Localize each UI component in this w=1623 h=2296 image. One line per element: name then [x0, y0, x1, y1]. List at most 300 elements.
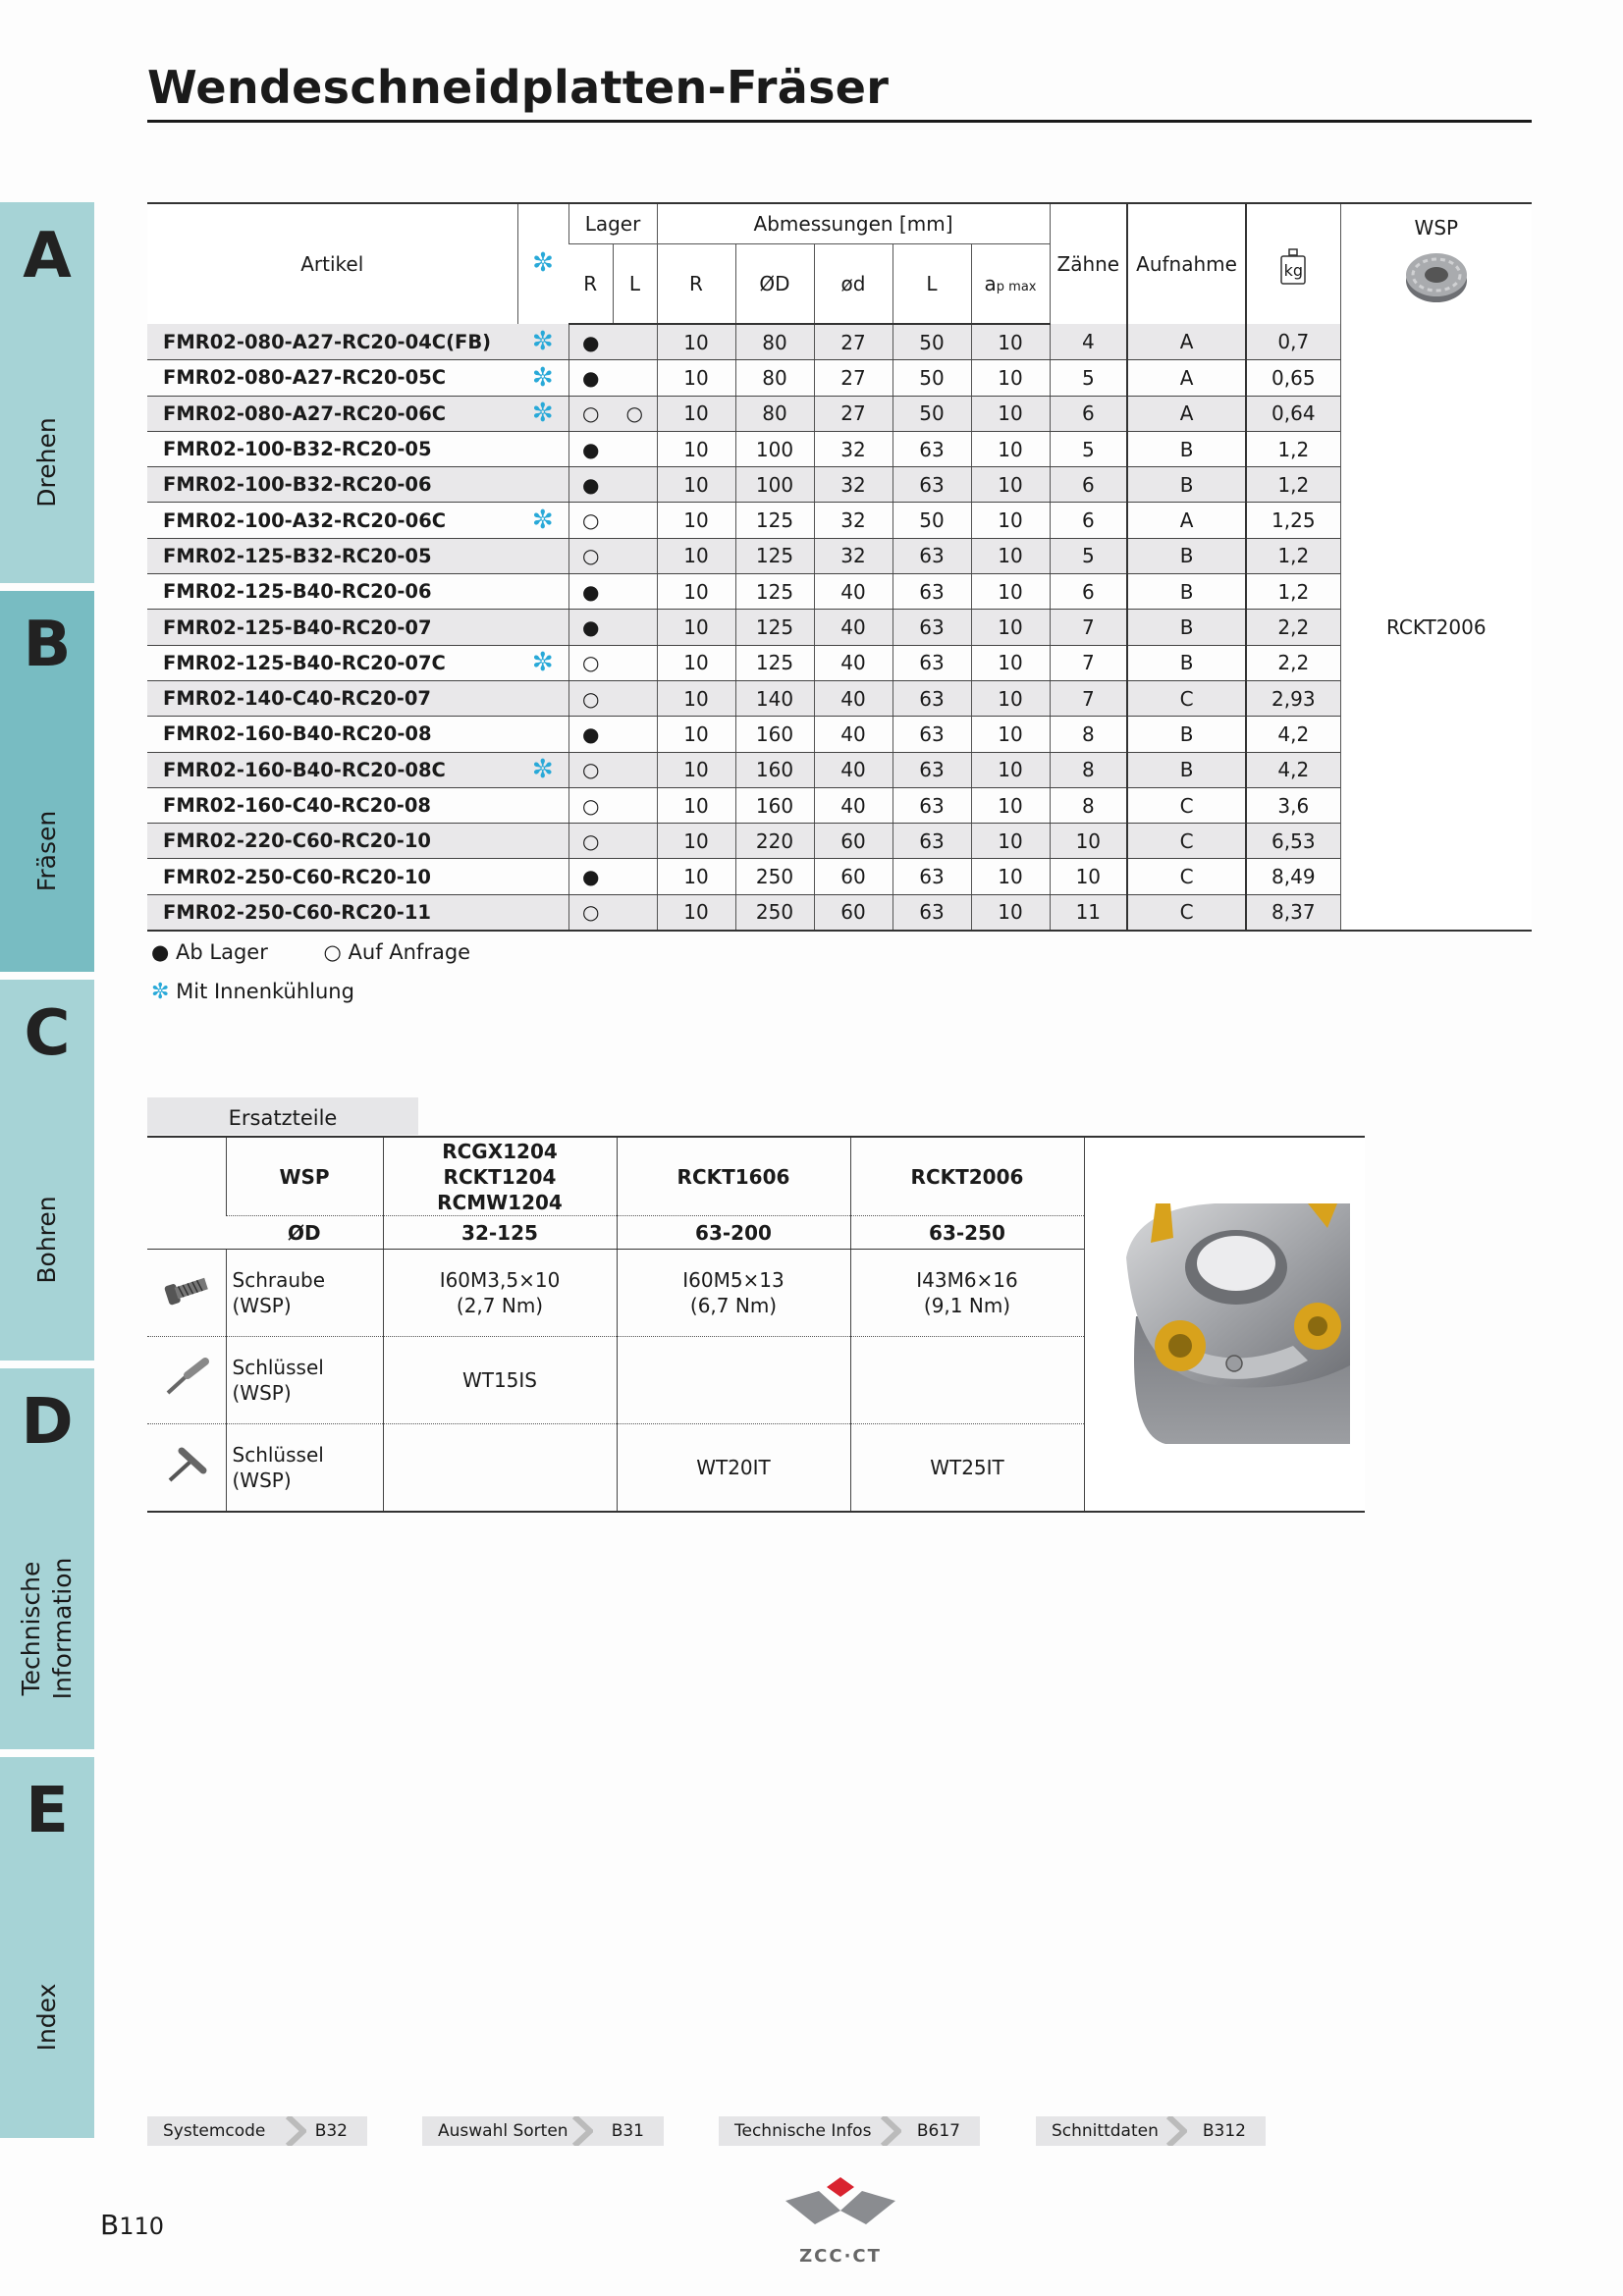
tab-letter: B	[23, 609, 72, 681]
cell-r: 10	[657, 431, 735, 466]
cell-lager-r: ●	[568, 431, 613, 466]
cell-zaehne: 6	[1050, 503, 1127, 538]
cell-L: 50	[893, 503, 971, 538]
cell-d: 27	[814, 324, 893, 360]
cell-ap: 10	[971, 538, 1050, 573]
cell-r: 10	[657, 824, 735, 859]
cell-lager-r: ●	[568, 360, 613, 396]
cell-L: 63	[893, 717, 971, 752]
et-label: Schlüssel (WSP)	[226, 1424, 383, 1513]
cell-aufnahme: B	[1127, 752, 1246, 787]
chevron-right-icon	[1165, 2116, 1187, 2146]
et-label: Schlüssel (WSP)	[226, 1337, 383, 1424]
et-label: Schraube (WSP)	[226, 1250, 383, 1337]
cell-D: 250	[735, 859, 814, 894]
header-lager-r: R	[568, 244, 613, 325]
cell-lager-r: ●	[568, 610, 613, 645]
cell-aufnahme: A	[1127, 324, 1246, 360]
cell-weight: 8,49	[1246, 859, 1340, 894]
cell-lager-l	[613, 324, 657, 360]
cell-lager-r: ●	[568, 717, 613, 752]
cell-zaehne: 7	[1050, 680, 1127, 716]
product-table	[147, 202, 1532, 932]
cell-zaehne: 7	[1050, 610, 1127, 645]
cell-D: 125	[735, 538, 814, 573]
cell-cooling	[517, 824, 568, 859]
legend-stock	[151, 940, 470, 964]
legend-auf-anfrage: ○ Auf Anfrage	[323, 940, 471, 964]
et-col-3: RCKT2006	[850, 1137, 1084, 1216]
cell-cooling	[517, 538, 568, 573]
cell-aufnahme: B	[1127, 645, 1246, 680]
header-weight	[1246, 203, 1340, 324]
cell-artikel: FMR02-100-B32-RC20-06	[147, 467, 517, 503]
cell-aufnahme: A	[1127, 360, 1246, 396]
cell-lager-r: ●	[568, 859, 613, 894]
cell-lager-r: ○	[568, 503, 613, 538]
cell-d: 27	[814, 360, 893, 396]
cell-d: 32	[814, 538, 893, 573]
et-value: WT25IT	[850, 1424, 1084, 1513]
cell-cooling	[517, 787, 568, 823]
cell-lager-l	[613, 431, 657, 466]
cell-aufnahme: C	[1127, 859, 1246, 894]
cell-D: 80	[735, 360, 814, 396]
tab-label: Drehen	[32, 417, 61, 507]
cutter-image	[1084, 1137, 1365, 1512]
cell-lager-r: ○	[568, 396, 613, 431]
t-key-icon	[147, 1424, 226, 1513]
cell-lager-r: ○	[568, 787, 613, 823]
cell-ap: 10	[971, 324, 1050, 360]
cell-cooling	[517, 574, 568, 610]
cell-lager-l	[613, 680, 657, 716]
cell-aufnahme: B	[1127, 574, 1246, 610]
cell-d: 40	[814, 752, 893, 787]
cell-d: 40	[814, 574, 893, 610]
cell-weight: 1,2	[1246, 574, 1340, 610]
cell-ap: 10	[971, 680, 1050, 716]
chevron-right-icon	[285, 2116, 306, 2146]
header-D: ØD	[735, 244, 814, 325]
cell-d: 32	[814, 431, 893, 466]
cell-r: 10	[657, 324, 735, 360]
cell-weight: 1,2	[1246, 538, 1340, 573]
cell-L: 50	[893, 360, 971, 396]
cell-D: 125	[735, 574, 814, 610]
cell-ap: 10	[971, 894, 1050, 931]
cell-L: 63	[893, 787, 971, 823]
cell-lager-l: ○	[613, 396, 657, 431]
cell-lager-r: ○	[568, 645, 613, 680]
milling-cutter-illustration	[1097, 1199, 1352, 1444]
logo-text: ZCC·CT	[799, 2246, 882, 2267]
cooling-icon: ✼	[532, 248, 554, 278]
cell-lager-l	[613, 717, 657, 752]
et-d-2: 63-200	[617, 1216, 850, 1250]
cell-aufnahme: B	[1127, 610, 1246, 645]
et-value	[850, 1337, 1084, 1424]
cell-ap: 10	[971, 645, 1050, 680]
cell-ap: 10	[971, 787, 1050, 823]
cell-D: 125	[735, 645, 814, 680]
tab-index[interactable]	[0, 1757, 94, 2138]
cell-lager-l	[613, 787, 657, 823]
cell-D: 250	[735, 894, 814, 931]
et-corner	[147, 1137, 226, 1250]
cell-cooling: ✼	[517, 324, 568, 360]
screw-icon	[147, 1250, 226, 1337]
cell-L: 63	[893, 538, 971, 573]
cell-artikel: FMR02-125-B40-RC20-06	[147, 574, 517, 610]
cell-r: 10	[657, 503, 735, 538]
cell-artikel: FMR02-125-B40-RC20-07C	[147, 645, 517, 680]
et-value: WT20IT	[617, 1424, 850, 1513]
cell-aufnahme: B	[1127, 467, 1246, 503]
et-wsp-label: WSP	[226, 1137, 383, 1216]
header-lager-l: L	[613, 244, 657, 325]
cell-cooling	[517, 894, 568, 931]
cell-cooling: ✼	[517, 360, 568, 396]
table-row	[147, 574, 1532, 610]
chevron-right-icon	[880, 2116, 901, 2146]
cell-weight: 6,53	[1246, 824, 1340, 859]
cell-weight: 2,2	[1246, 610, 1340, 645]
cell-r: 10	[657, 787, 735, 823]
cell-aufnahme: B	[1127, 717, 1246, 752]
cell-L: 63	[893, 894, 971, 931]
cell-artikel: FMR02-250-C60-RC20-11	[147, 894, 517, 931]
cell-lager-r: ●	[568, 467, 613, 503]
cell-D: 160	[735, 787, 814, 823]
cell-cooling	[517, 717, 568, 752]
tab-label: Technische Information	[17, 1557, 77, 1700]
cell-aufnahme: B	[1127, 431, 1246, 466]
cell-zaehne: 8	[1050, 717, 1127, 752]
cell-L: 63	[893, 824, 971, 859]
cell-D: 160	[735, 752, 814, 787]
cell-ap: 10	[971, 824, 1050, 859]
cell-artikel: FMR02-160-C40-RC20-08	[147, 787, 517, 823]
cell-ap: 10	[971, 396, 1050, 431]
table-row	[147, 752, 1532, 787]
cell-lager-l	[613, 503, 657, 538]
cell-lager-l	[613, 360, 657, 396]
cell-aufnahme: C	[1127, 680, 1246, 716]
table-row	[147, 717, 1532, 752]
cell-weight: 2,2	[1246, 645, 1340, 680]
et-d-3: 63-250	[850, 1216, 1084, 1250]
product-table-body	[147, 324, 1532, 931]
company-logo	[784, 2177, 897, 2267]
cell-aufnahme: C	[1127, 824, 1246, 859]
cell-d: 60	[814, 894, 893, 931]
cell-lager-l	[613, 824, 657, 859]
header-wsp	[1340, 203, 1532, 324]
cell-D: 80	[735, 324, 814, 360]
cell-artikel: FMR02-080-A27-RC20-05C	[147, 360, 517, 396]
cell-aufnahme: A	[1127, 503, 1246, 538]
cell-zaehne: 8	[1050, 787, 1127, 823]
et-value: I60M5×13 (6,7 Nm)	[617, 1250, 850, 1337]
et-value	[383, 1424, 617, 1513]
cell-lager-r: ○	[568, 752, 613, 787]
cell-L: 50	[893, 396, 971, 431]
tab-letter: E	[26, 1775, 69, 1847]
cell-cooling: ✼	[517, 645, 568, 680]
tab-letter: A	[23, 220, 72, 293]
cell-lager-r: ○	[568, 894, 613, 931]
header-wsp-label: WSP	[1414, 216, 1459, 240]
cooling-icon: ✼	[151, 980, 170, 1004]
cell-d: 40	[814, 787, 893, 823]
et-value: WT15IS	[383, 1337, 617, 1424]
cell-weight: 1,2	[1246, 431, 1340, 466]
header-zaehne: Zähne	[1050, 203, 1127, 324]
table-row	[147, 610, 1532, 645]
cell-cooling	[517, 431, 568, 466]
cell-D: 100	[735, 431, 814, 466]
cell-zaehne: 6	[1050, 396, 1127, 431]
chevron-right-icon	[571, 2116, 593, 2146]
cell-r: 10	[657, 467, 735, 503]
cell-d: 40	[814, 680, 893, 716]
header-artikel: Artikel	[147, 203, 517, 324]
cell-lager-l	[613, 859, 657, 894]
cell-d: 32	[814, 467, 893, 503]
cell-zaehne: 5	[1050, 538, 1127, 573]
cell-r: 10	[657, 680, 735, 716]
cell-r: 10	[657, 894, 735, 931]
cell-lager-r: ○	[568, 824, 613, 859]
cell-zaehne: 6	[1050, 574, 1127, 610]
title-rule	[147, 120, 1532, 123]
cell-weight: 1,2	[1246, 467, 1340, 503]
cell-zaehne: 4	[1050, 324, 1127, 360]
page-number: B110	[100, 2209, 165, 2241]
cell-zaehne: 6	[1050, 467, 1127, 503]
cell-aufnahme: C	[1127, 894, 1246, 931]
cell-d: 27	[814, 396, 893, 431]
cell-lager-l	[613, 894, 657, 931]
et-value	[617, 1337, 850, 1424]
cell-artikel: FMR02-080-A27-RC20-06C	[147, 396, 517, 431]
tab-label: Index	[32, 1983, 61, 2052]
cell-zaehne: 5	[1050, 360, 1127, 396]
cell-artikel: FMR02-220-C60-RC20-10	[147, 824, 517, 859]
cell-artikel: FMR02-100-B32-RC20-05	[147, 431, 517, 466]
cell-D: 140	[735, 680, 814, 716]
cell-cooling: ✼	[517, 503, 568, 538]
ref-auswahl-sorten[interactable]: Auswahl Sorten B31	[422, 2116, 664, 2146]
cell-L: 63	[893, 680, 971, 716]
header-lager: Lager	[568, 203, 657, 244]
cell-r: 10	[657, 752, 735, 787]
cell-ap: 10	[971, 859, 1050, 894]
cell-artikel: FMR02-160-B40-RC20-08	[147, 717, 517, 752]
cell-aufnahme: B	[1127, 538, 1246, 573]
et-d-1: 32-125	[383, 1216, 617, 1250]
et-col-1: RCGX1204 RCKT1204 RCMW1204	[383, 1137, 617, 1216]
cell-cooling	[517, 610, 568, 645]
cell-weight: 8,37	[1246, 894, 1340, 931]
table-row	[147, 324, 1532, 360]
cell-weight: 2,93	[1246, 680, 1340, 716]
cell-L: 63	[893, 752, 971, 787]
ersatzteile-title: Ersatzteile	[147, 1097, 418, 1135]
cell-cooling	[517, 680, 568, 716]
cell-r: 10	[657, 396, 735, 431]
table-row	[147, 787, 1532, 823]
cell-zaehne: 5	[1050, 431, 1127, 466]
table-row	[147, 859, 1532, 894]
cell-d: 60	[814, 859, 893, 894]
cell-d: 40	[814, 610, 893, 645]
cell-L: 63	[893, 467, 971, 503]
page-title: Wendeschneidplatten-Fräser	[147, 61, 890, 114]
cell-r: 10	[657, 610, 735, 645]
et-value: I60M3,5×10 (2,7 Nm)	[383, 1250, 617, 1337]
table-row	[147, 645, 1532, 680]
cell-cooling	[517, 859, 568, 894]
table-row	[147, 680, 1532, 716]
cell-r: 10	[657, 717, 735, 752]
cell-L: 63	[893, 645, 971, 680]
cell-ap: 10	[971, 467, 1050, 503]
cell-r: 10	[657, 538, 735, 573]
ref-technische-infos[interactable]: Technische Infos B617	[719, 2116, 980, 2146]
cell-lager-l	[613, 752, 657, 787]
cell-lager-r: ●	[568, 324, 613, 360]
cell-weight: 0,65	[1246, 360, 1340, 396]
cell-lager-r: ●	[568, 574, 613, 610]
cell-weight: 1,25	[1246, 503, 1340, 538]
et-d-label: ØD	[226, 1216, 383, 1250]
cell-lager-l	[613, 467, 657, 503]
cell-artikel: FMR02-080-A27-RC20-04C(FB)	[147, 324, 517, 360]
cell-D: 160	[735, 717, 814, 752]
cell-D: 220	[735, 824, 814, 859]
cell-artikel: FMR02-100-A32-RC20-06C	[147, 503, 517, 538]
cell-L: 63	[893, 859, 971, 894]
tab-technische-information[interactable]	[0, 1368, 94, 1749]
cell-weight: 3,6	[1246, 787, 1340, 823]
cell-L: 63	[893, 610, 971, 645]
screwdriver-key-icon	[147, 1337, 226, 1424]
et-value: I43M6×16 (9,1 Nm)	[850, 1250, 1084, 1337]
cell-wsp: RCKT2006	[1340, 324, 1532, 931]
cell-aufnahme: C	[1127, 787, 1246, 823]
cell-lager-l	[613, 610, 657, 645]
tab-letter: C	[24, 997, 71, 1070]
cell-artikel: FMR02-140-C40-RC20-07	[147, 680, 517, 716]
cell-artikel: FMR02-125-B32-RC20-05	[147, 538, 517, 573]
cell-D: 125	[735, 610, 814, 645]
cell-ap: 10	[971, 360, 1050, 396]
tab-fraesen[interactable]	[0, 591, 94, 972]
cell-ap: 10	[971, 717, 1050, 752]
table-row	[147, 824, 1532, 859]
cell-D: 80	[735, 396, 814, 431]
cell-d: 40	[814, 645, 893, 680]
table-row	[147, 503, 1532, 538]
cell-zaehne: 8	[1050, 752, 1127, 787]
cell-L: 63	[893, 574, 971, 610]
cell-lager-r: ○	[568, 680, 613, 716]
cell-artikel: FMR02-125-B40-RC20-07	[147, 610, 517, 645]
table-row	[147, 467, 1532, 503]
table-row	[147, 431, 1532, 466]
cell-cooling: ✼	[517, 396, 568, 431]
cell-r: 10	[657, 645, 735, 680]
cell-d: 40	[814, 717, 893, 752]
cell-cooling: ✼	[517, 752, 568, 787]
header-aufnahme: Aufnahme	[1127, 203, 1246, 324]
cell-weight: 4,2	[1246, 717, 1340, 752]
tab-bohren[interactable]	[0, 980, 94, 1361]
ref-schnittdaten[interactable]: Schnittdaten B312	[1036, 2116, 1266, 2146]
insert-icon	[1402, 245, 1471, 306]
cell-zaehne: 10	[1050, 859, 1127, 894]
cell-aufnahme: A	[1127, 396, 1246, 431]
cell-lager-l	[613, 538, 657, 573]
cell-L: 50	[893, 324, 971, 360]
tab-label: Bohren	[32, 1196, 61, 1284]
cell-cooling	[517, 467, 568, 503]
ref-systemcode[interactable]: Systemcode B32	[147, 2116, 367, 2146]
ersatzteile-table	[147, 1136, 1365, 1513]
cell-zaehne: 11	[1050, 894, 1127, 931]
cell-artikel: FMR02-160-B40-RC20-08C	[147, 752, 517, 787]
cell-r: 10	[657, 360, 735, 396]
cell-ap: 10	[971, 574, 1050, 610]
header-cooling	[517, 203, 568, 324]
weight-unit: kg	[1283, 261, 1304, 280]
cell-d: 60	[814, 824, 893, 859]
cell-L: 63	[893, 431, 971, 466]
table-row	[147, 894, 1532, 931]
et-col-2: RCKT1606	[617, 1137, 850, 1216]
cell-r: 10	[657, 859, 735, 894]
legend-cooling	[151, 980, 354, 1003]
tab-drehen[interactable]	[0, 202, 94, 583]
cell-weight: 0,7	[1246, 324, 1340, 360]
table-row	[147, 360, 1532, 396]
cell-lager-l	[613, 574, 657, 610]
cell-ap: 10	[971, 431, 1050, 466]
cell-ap: 10	[971, 503, 1050, 538]
legend-ab-lager: ● Ab Lager	[151, 940, 268, 964]
cell-D: 125	[735, 503, 814, 538]
cell-r: 10	[657, 574, 735, 610]
cell-lager-l	[613, 645, 657, 680]
header-d: ød	[814, 244, 893, 325]
tab-letter: D	[21, 1386, 74, 1459]
tab-label: Fräsen	[32, 810, 61, 892]
table-row	[147, 538, 1532, 573]
header-r: R	[657, 244, 735, 325]
cell-zaehne: 7	[1050, 645, 1127, 680]
cell-artikel: FMR02-250-C60-RC20-10	[147, 859, 517, 894]
cell-ap: 10	[971, 752, 1050, 787]
legend-cooling-label: Mit Innenkühlung	[176, 980, 354, 1003]
header-ap-sub: p max	[996, 280, 1037, 294]
table-row	[147, 396, 1532, 431]
cell-weight: 4,2	[1246, 752, 1340, 787]
cell-weight: 0,64	[1246, 396, 1340, 431]
cell-lager-r: ○	[568, 538, 613, 573]
header-ap: ap max	[971, 244, 1050, 325]
